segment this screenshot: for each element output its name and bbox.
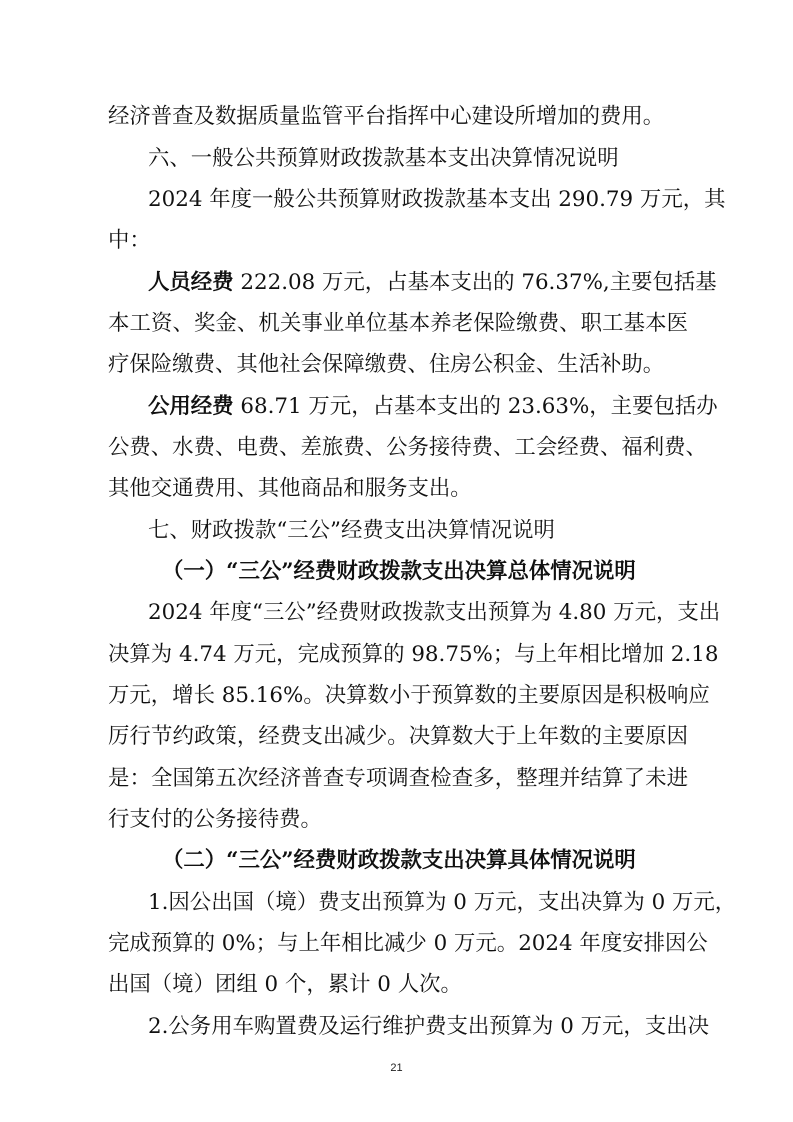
bold-term: 公用经费 — [148, 394, 234, 419]
paragraph-line: 公费、水费、电费、差旅费、公务接待费、工会经费、福利费、 — [108, 435, 707, 460]
paragraph-line: 2024 年度“三公”经费财政拨款支出预算为 4.80 万元，支出 — [148, 600, 721, 625]
paragraph-text: 222.08 万元，占基本支出的 76.37%,主要包括基 — [233, 270, 717, 295]
paragraph-line — [148, 392, 718, 422]
paragraph-text: 68.71 万元，占基本支出的 23.63%，主要包括办 — [233, 394, 718, 419]
paragraph-line: 厉行节约政策，经费支出减少。决算数大于上年数的主要原因 — [108, 724, 688, 749]
paragraph-line: 疗保险缴费、其他社会保障缴费、住房公积金、生活补助。 — [108, 352, 665, 377]
paragraph-line: 经济普查及数据质量监管平台指挥中心建设所增加的费用。 — [108, 104, 665, 129]
subsection-heading: （二）“三公”经费财政拨款支出决算具体情况说明 — [162, 848, 636, 873]
paragraph-line: 本工资、奖金、机关事业单位基本养老保险缴费、职工基本医 — [108, 311, 688, 336]
paragraph-line: 1.因公出国（境）费支出预算为 0 万元，支出决算为 0 万元， — [148, 890, 737, 915]
paragraph-line — [148, 268, 717, 298]
paragraph-line: 万元，增长 85.16%。决算数小于预算数的主要原因是积极响应 — [108, 683, 710, 708]
paragraph-line: 其他交通费用、其他商品和服务支出。 — [108, 476, 472, 501]
paragraph-line: 是：全国第五次经济普查专项调查检查多，整理并结算了未进 — [108, 766, 688, 791]
paragraph-line: 行支付的公务接待费。 — [108, 807, 322, 832]
page-number: 21 — [390, 1062, 403, 1074]
paragraph-line: 2024 年度一般公共预算财政拨款基本支出 290.79 万元，其 — [148, 187, 726, 212]
paragraph-line: 决算为 4.74 万元，完成预算的 98.75%；与上年相比增加 2.18 — [108, 642, 719, 667]
paragraph-line: 出国（境）团组 0 个，累计 0 人次。 — [108, 972, 462, 997]
paragraph-line: 2.公务用车购置费及运行维护费支出预算为 0 万元，支出决 — [148, 1014, 709, 1039]
subsection-heading: （一）“三公”经费财政拨款支出决算总体情况说明 — [162, 559, 636, 584]
paragraph-line: 完成预算的 0%；与上年相比减少 0 万元。2024 年度安排因公 — [108, 931, 708, 956]
paragraph-line: 中： — [108, 228, 151, 253]
section-heading: 七、财政拨款“三公”经费支出决算情况说明 — [148, 518, 555, 543]
section-heading: 六、一般公共预算财政拨款基本支出决算情况说明 — [148, 146, 619, 171]
bold-term: 人员经费 — [148, 270, 234, 295]
